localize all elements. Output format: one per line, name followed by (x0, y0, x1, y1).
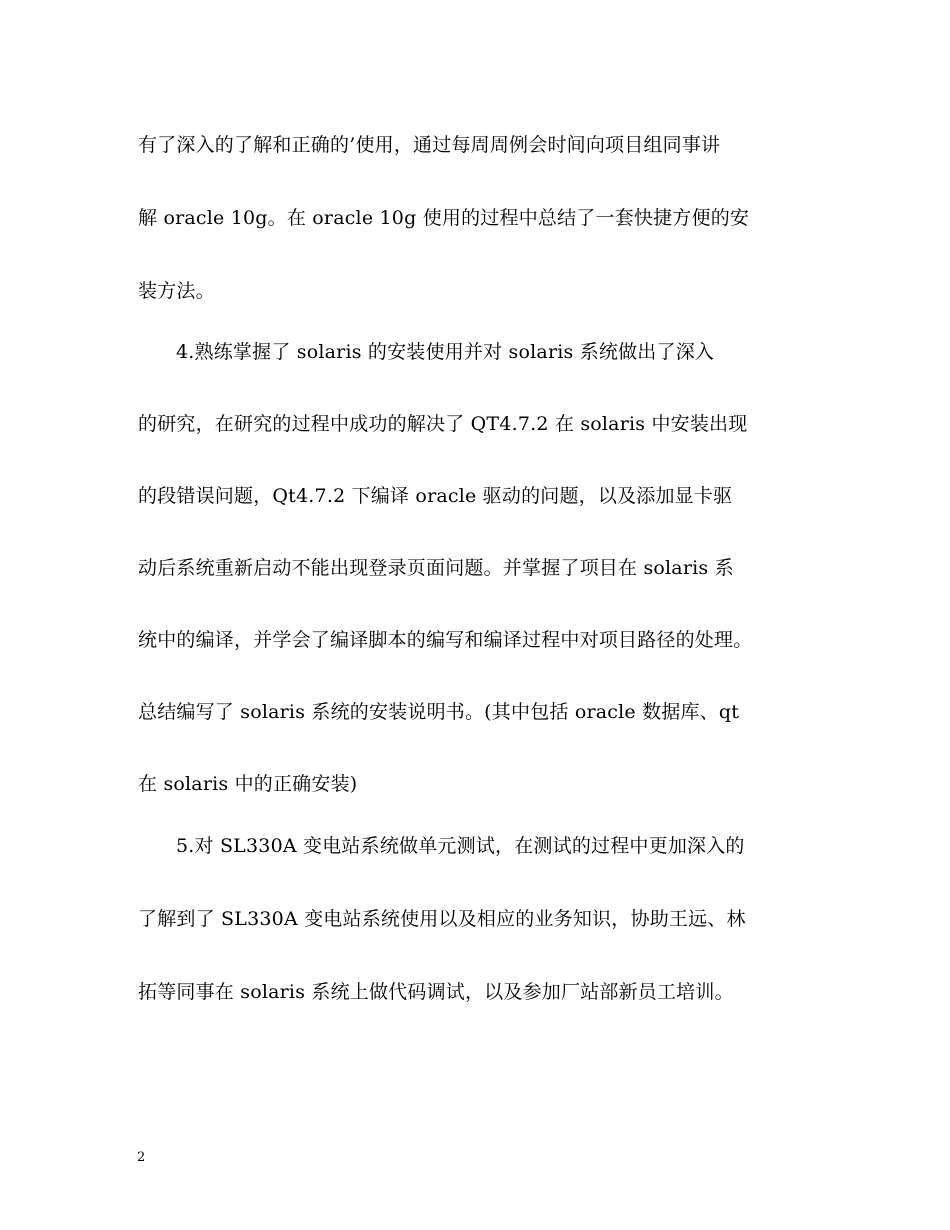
text-line-6: 的段错误问题，Qt4.7.2 下编译 oracle 驱动的问题，以及添加显卡驱 (138, 485, 733, 507)
text-line-9: 总结编写了 solaris 系统的安装说明书。(其中包括 oracle 数据库、qt (138, 701, 740, 723)
text-line-1: 有了深入的了解和正确的’使用，通过每周周例会时间向项目组同事讲 (138, 134, 721, 156)
text-line-3: 装方法。 (138, 280, 215, 302)
text-line-13: 拓等同事在 solaris 系统上做代码调试，以及参加厂站部新员工培训。 (138, 981, 734, 1003)
text-line-12: 了解到了 SL330A 变电站系统使用以及相应的业务知识，协助王远、林 (138, 908, 746, 930)
text-line-11-item-5: 5.对 SL330A 变电站系统做单元测试，在测试的过程中更加深入的 (176, 835, 745, 857)
text-line-5: 的研究，在研究的过程中成功的解决了 QT4.7.2 在 solaris 中安装出现 (138, 413, 748, 435)
text-line-8: 统中的编译，并学会了编译脚本的编写和编译过程中对项目路径的处理。 (138, 629, 753, 651)
text-line-7: 动后系统重新启动不能出现登录页面问题。并掌握了项目在 solaris 系 (138, 557, 734, 579)
text-line-10: 在 solaris 中的正确安装) (138, 773, 358, 795)
page-number: 2 (137, 1150, 146, 1165)
text-line-2: 解 oracle 10g。在 oracle 10g 使用的过程中总结了一套快捷方便的安 (138, 207, 750, 229)
text-line-4-item-4: 4.熟练掌握了 solaris 的安装使用并对 solaris 系统做出了深入 (176, 341, 715, 363)
